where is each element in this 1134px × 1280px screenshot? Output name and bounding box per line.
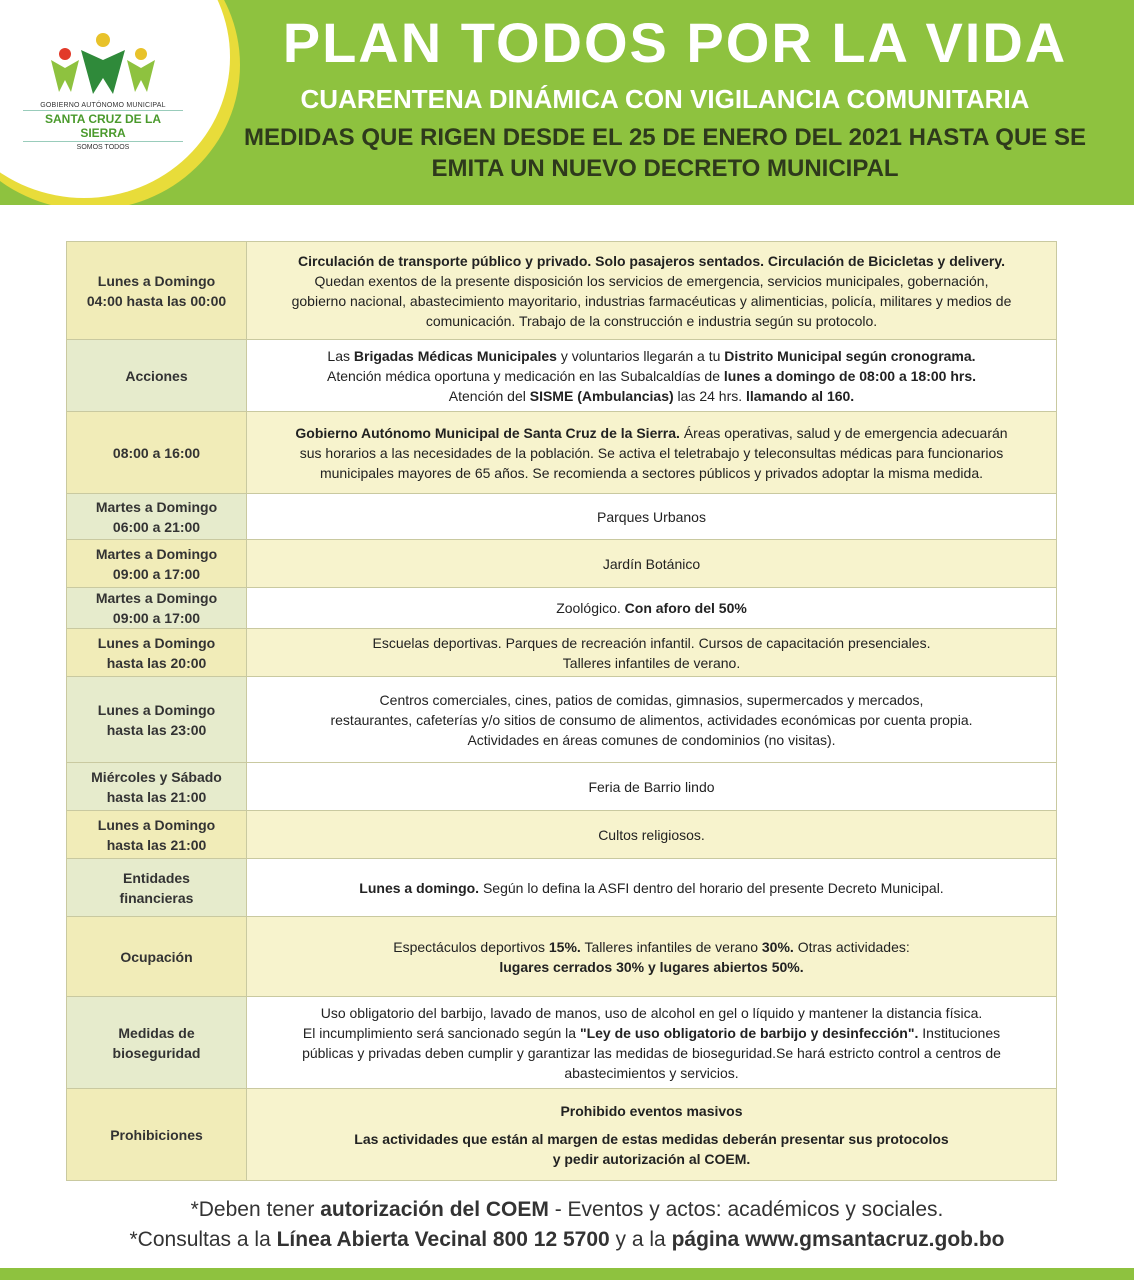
text: Talleres infantiles de verano. — [562, 654, 741, 671]
text-bold: 15%. — [548, 938, 581, 955]
text: Uso obligatorio del barbijo, lavado de manos, uso de alcohol en gel o líquido y mantener la distancia física. — [320, 1004, 983, 1021]
row-content — [247, 629, 1057, 677]
row-label — [67, 763, 247, 811]
table-row — [67, 540, 1057, 588]
logo-line-slogan: SOMOS TODOS — [76, 144, 130, 151]
logo-line-government: GOBIERNO AUTÓNOMO MUNICIPAL — [40, 102, 166, 109]
measures-heading — [200, 122, 1130, 184]
row-content: Jardín Botánico — [247, 540, 1057, 588]
label-line: financieras — [119, 889, 194, 906]
label-line: 09:00 a 17:00 — [112, 610, 201, 626]
label-line: hasta las 20:00 — [106, 654, 207, 671]
label-line: bioseguridad — [112, 1044, 201, 1061]
text: Instituciones — [918, 1024, 1001, 1041]
row-content — [247, 917, 1057, 997]
content-line: gobierno nacional, abastecimiento mayoritario, industrias farmacéuticas y alimenticias, policía, militares y medios de — [291, 292, 1012, 309]
row-label — [67, 540, 247, 588]
text: Atención del — [448, 387, 530, 404]
label-line: Martes a Domingo — [95, 590, 218, 606]
row-label: 08:00 a 16:00 — [67, 412, 247, 494]
text: y a la — [609, 1228, 672, 1251]
text: municipales mayores de 65 años. Se recomienda a sectores públicos y privados adoptar la misma medida. — [319, 464, 983, 481]
row-label — [67, 629, 247, 677]
text: El incumplimiento será sancionado según la — [302, 1024, 580, 1041]
row-content — [247, 412, 1057, 494]
label-line: 09:00 a 17:00 — [112, 565, 201, 582]
text: abastecimientos y servicios. — [564, 1064, 739, 1081]
row-content — [247, 242, 1057, 340]
row-label — [67, 588, 247, 629]
text-bold: "Ley de uso obligatorio de barbijo y desinfección". — [579, 1024, 919, 1041]
label-line: Medidas de — [118, 1024, 195, 1041]
text: Talleres infantiles de verano — [580, 938, 762, 955]
text: restaurantes, cafeterías y/o sitios de consumo de alimentos, actividades económicas por cuenta propia. — [330, 711, 973, 728]
measures-line-1: MEDIDAS QUE RIGEN DESDE EL 25 DE ENERO DEL 2021 HASTA QUE SE — [244, 124, 1086, 151]
row-label — [67, 494, 247, 540]
content-line: comunicación. Trabajo de la construcción e industria según su protocolo. — [425, 312, 878, 329]
text-bold: autorización del COEM — [320, 1198, 549, 1221]
row-label: Prohibiciones — [67, 1089, 247, 1181]
table-row — [67, 412, 1057, 494]
text: - Eventos y actos: académicos y sociales. — [548, 1198, 944, 1221]
text: Áreas operativas, salud y de emergencia adecuarán — [679, 424, 1008, 441]
text: sus horarios a las necesidades de la población. Se activa el teletrabajo y teleconsultas médicas para funcionarios — [299, 444, 1004, 461]
text: Atención médica oportuna y medicación en las Subalcaldías de — [326, 367, 724, 384]
row-label — [67, 677, 247, 763]
row-content — [247, 340, 1057, 412]
text: Espectáculos deportivos — [393, 938, 549, 955]
text-bold: SISME (Ambulancias) — [529, 387, 674, 404]
table-row — [67, 917, 1057, 997]
table-row — [67, 242, 1057, 340]
row-content: Feria de Barrio lindo — [247, 763, 1057, 811]
table-row — [67, 811, 1057, 859]
text-bold: Con aforo del 50% — [624, 600, 747, 616]
row-content — [247, 677, 1057, 763]
header-banner — [0, 0, 1134, 205]
municipal-logo — [18, 30, 188, 150]
label-line: Miércoles y Sábado — [91, 768, 222, 785]
text-bold: Las actividades que están al margen de estas medidas deberán presentar sus protocolos — [354, 1130, 949, 1147]
text: *Deben tener — [190, 1198, 321, 1221]
label-line: Lunes a Domingo — [97, 272, 216, 289]
footer-note-coem — [0, 1196, 1134, 1224]
footer-note-contact — [0, 1226, 1134, 1254]
text-bold: llamando al 160. — [746, 387, 855, 404]
table-row — [67, 677, 1057, 763]
label-line: Lunes a Domingo — [97, 634, 216, 651]
table-row — [67, 588, 1057, 629]
label-line: Martes a Domingo — [95, 498, 218, 515]
row-label: Ocupación — [67, 917, 247, 997]
row-content: Parques Urbanos — [247, 494, 1057, 540]
label-line: Lunes a Domingo — [97, 816, 216, 833]
page-subtitle: CUARENTENA DINÁMICA CON VIGILANCIA COMUNITARIA — [300, 84, 1030, 114]
text: Otras actividades: — [793, 938, 910, 955]
text-bold: y pedir autorización al COEM. — [552, 1150, 751, 1167]
table-row — [67, 340, 1057, 412]
text: Según lo defina la ASFI dentro del horario del presente Decreto Municipal. — [479, 879, 944, 896]
label-line: Entidades — [123, 869, 190, 886]
text-bold: Prohibido eventos masivos — [560, 1102, 743, 1119]
text-bold: lugares cerrados 30% y lugares abiertos 50%. — [499, 958, 804, 975]
logo-line-city: SANTA CRUZ DE LA SIERRA — [23, 110, 183, 142]
footer-bar — [0, 1268, 1134, 1280]
table-row — [67, 997, 1057, 1089]
row-label — [67, 859, 247, 917]
text: Las — [327, 347, 354, 364]
table-row — [67, 763, 1057, 811]
table-row — [67, 859, 1057, 917]
label-line: hasta las 21:00 — [106, 788, 207, 805]
text-bold: 30%. — [761, 938, 794, 955]
text: Escuelas deportivas. Parques de recreación infantil. Cursos de capacitación presenciales. — [372, 634, 931, 651]
text: las 24 hrs. — [673, 387, 747, 404]
text-bold: Gobierno Autónomo Municipal de Santa Cruz de la Sierra. — [295, 424, 680, 441]
label-line: hasta las 23:00 — [106, 721, 207, 738]
row-content — [247, 859, 1057, 917]
text-bold: Línea Abierta Vecinal 800 12 5700 — [276, 1228, 610, 1251]
text: *Consultas a la — [129, 1228, 277, 1251]
row-label: Acciones — [67, 340, 247, 412]
label-line: Martes a Domingo — [95, 545, 218, 562]
row-content — [247, 588, 1057, 629]
page-title: PLAN TODOS POR LA VIDA — [282, 11, 1068, 74]
text-bold: Distrito Municipal según cronograma. — [724, 347, 976, 364]
table-row — [67, 494, 1057, 540]
label-line: 06:00 a 21:00 — [112, 518, 201, 535]
content-bold: Circulación de transporte público y privado. Solo pasajeros sentados. Circulación de Bicicletas y delivery. — [298, 252, 1005, 269]
spacer — [255, 1121, 1048, 1129]
text: Zoológico. — [556, 600, 625, 616]
row-label — [67, 811, 247, 859]
row-content — [247, 1089, 1057, 1181]
content-line: Quedan exentos de la presente disposición los servicios de emergencia, servicios municipales, gobernación, — [314, 272, 989, 289]
row-label — [67, 242, 247, 340]
measures-line-2: EMITA UN NUEVO DECRETO MUNICIPAL — [431, 155, 899, 182]
text: y voluntarios llegarán a tu — [556, 347, 725, 364]
row-label — [67, 997, 247, 1089]
label-line: 04:00 hasta las 00:00 — [86, 292, 227, 309]
text-bold: Brigadas Médicas Municipales — [353, 347, 557, 364]
label-line: hasta las 21:00 — [106, 836, 207, 853]
website-link[interactable]: página www.gmsantacruz.gob.bo — [671, 1228, 1005, 1251]
label-line: Lunes a Domingo — [97, 701, 216, 718]
measures-table — [66, 241, 1057, 1181]
table-row — [67, 629, 1057, 677]
table-row — [67, 1089, 1057, 1181]
text: públicas y privadas deben cumplir y garantizar las medidas de bioseguridad.Se hará estricto control a centros de — [302, 1044, 1001, 1061]
text: Actividades en áreas comunes de condominios (no visitas). — [467, 731, 836, 748]
text-bold: Lunes a domingo. — [359, 879, 480, 896]
text-bold: lunes a domingo de 08:00 a 18:00 hrs. — [723, 367, 976, 384]
row-content — [247, 997, 1057, 1089]
row-content: Cultos religiosos. — [247, 811, 1057, 859]
people-logo-icon — [43, 30, 163, 100]
text: Centros comerciales, cines, patios de comidas, gimnasios, supermercados y mercados, — [379, 691, 924, 708]
